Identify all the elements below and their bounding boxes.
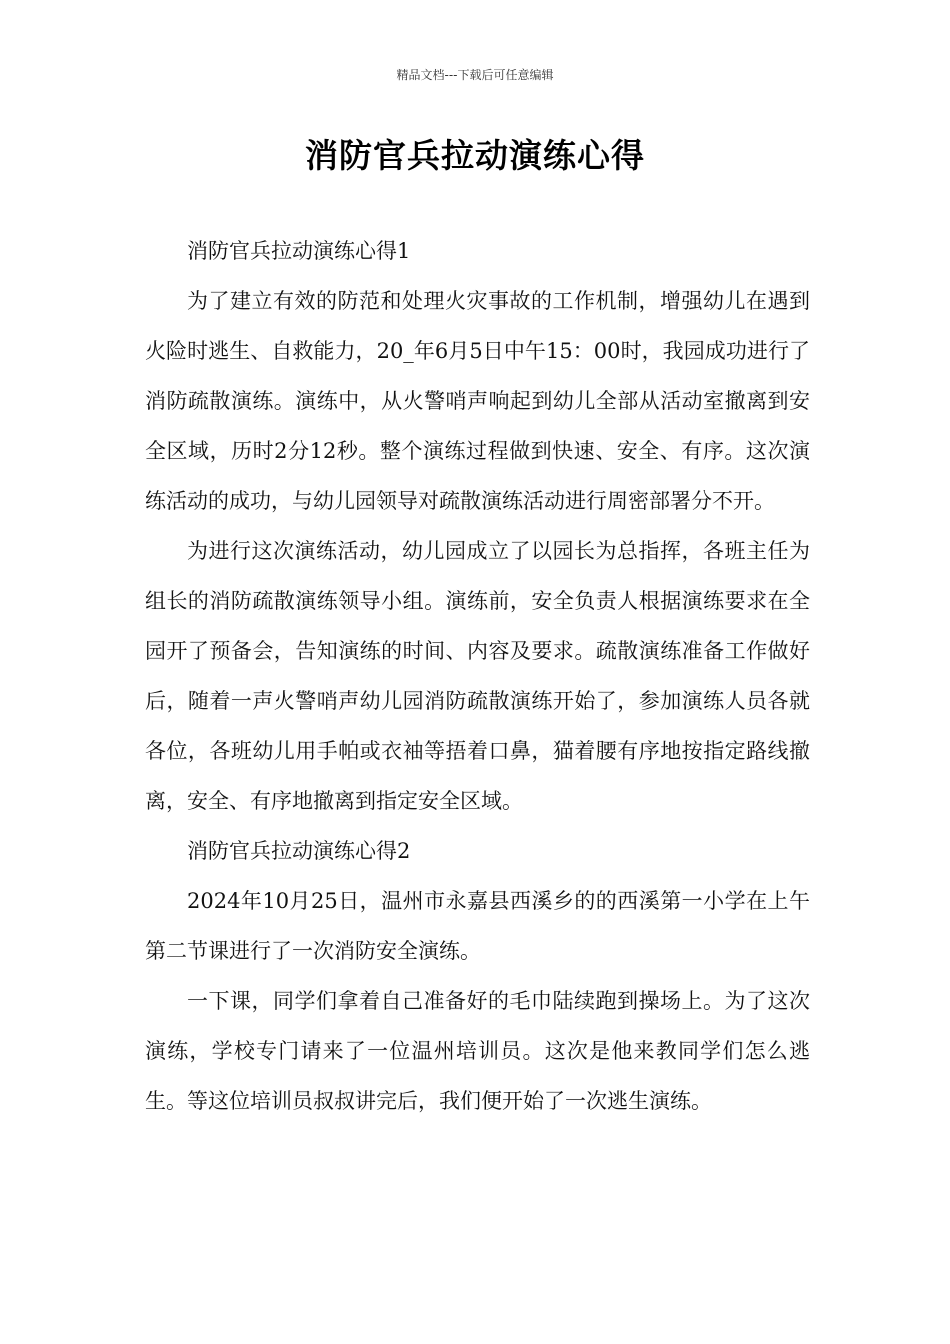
section-heading: 消防官兵拉动演练心得2 xyxy=(187,839,411,863)
section-heading: 消防官兵拉动演练心得1 xyxy=(187,239,411,263)
page-header-note: 精品文档---下载后可任意编辑 xyxy=(396,68,554,82)
paragraph: 2024年10月25日，温州市永嘉县西溪乡的的西溪第一小学在上午第二节课进行了一次消防安全演练。 xyxy=(145,889,810,963)
document-title: 消防官兵拉动演练心得 xyxy=(305,136,645,175)
paragraph: 为了建立有效的防范和处理火灾事故的工作机制，增强幼儿在遇到火险时逃生、自救能力，20_年6月5日中午15：00时，我园成功进行了消防疏散演练。演练中，从火警哨声响起到幼儿全部从活动室撤离到安全区域，历时2分12秒。整个演练过程做到快速、安全、有序。这次演练活动的成功，与幼儿园领导对疏散演练活动进行周密部署分不开。 xyxy=(145,289,810,513)
document-body xyxy=(145,226,810,1126)
paragraph: 为进行这次演练活动，幼儿园成立了以园长为总指挥，各班主任为组长的消防疏散演练领导小组。演练前，安全负责人根据演练要求在全园开了预备会，告知演练的时间、内容及要求。疏散演练准备工作做好后，随着一声火警哨声幼儿园消防疏散演练开始了，参加演练人员各就各位，各班幼儿用手帕或衣袖等捂着口鼻，猫着腰有序地按指定路线撤离，安全、有序地撤离到指定安全区域。 xyxy=(145,539,810,813)
paragraph: 一下课，同学们拿着自己准备好的毛巾陆续跑到操场上。为了这次演练，学校专门请来了一位温州培训员。这次是他来教同学们怎么逃生。等这位培训员叔叔讲完后，我们便开始了一次逃生演练。 xyxy=(145,989,810,1113)
